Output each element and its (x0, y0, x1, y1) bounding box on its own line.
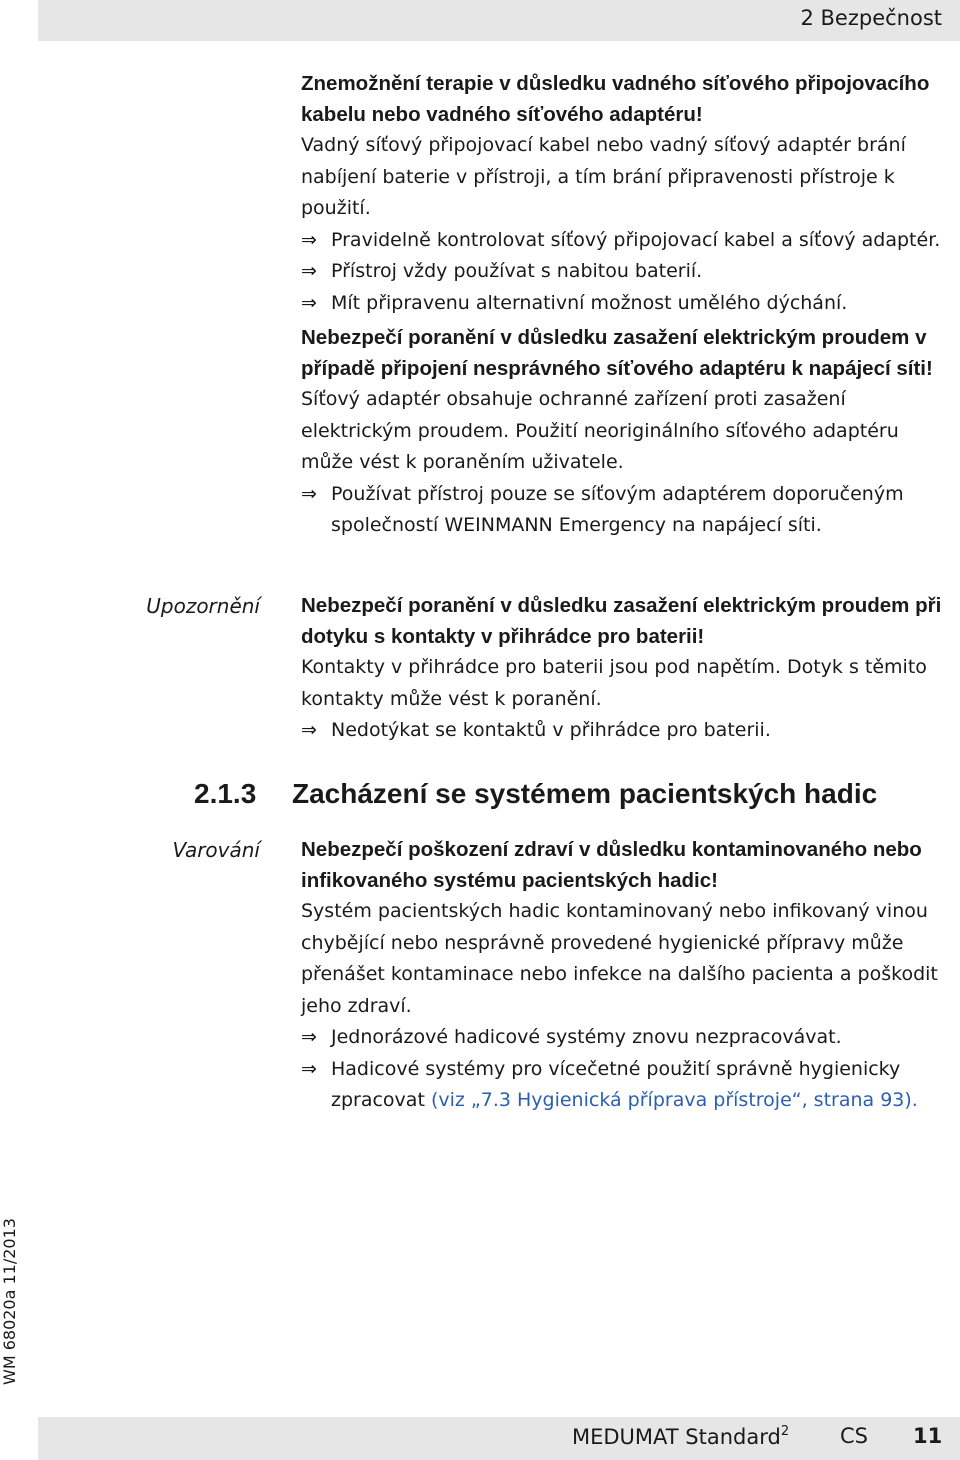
cross-reference-link[interactable]: (viz „7.3 Hygienická příprava přístroje“, strana 93). (430, 1089, 918, 1111)
instruction-step: ⇒ Pravidelně kontrolovat síťový připojovací kabel a síťový adaptér. (301, 225, 956, 257)
instruction-step: ⇒ Mít připravenu alternativní možnost umělého dýchání. (301, 288, 956, 320)
caution-title: Nebezpečí poranění v důsledku zasažení elektrickým proudem při dotyku s kontakty v přihrádce pro baterii! (301, 594, 942, 648)
arrow-right-icon: ⇒ (301, 482, 317, 505)
warning-block-contaminated-hoses (301, 834, 956, 1117)
warning-title: Znemožnění terapie v důsledku vadného síťového připojovacího kabelu nebo vadného síťového adaptéru! (301, 72, 930, 126)
warning-body: Vadný síťový připojovací kabel nebo vadný síťový adaptér brání nabíjení baterie v přístroji, a tím brání připravenosti přístroje k použití. (301, 134, 906, 219)
warning-block-power-cable (301, 68, 956, 319)
header-bar (38, 0, 960, 41)
arrow-right-icon: ⇒ (301, 228, 317, 251)
instruction-step: ⇒ Jednorázové hadicové systémy znovu nezpracovávat. (301, 1022, 956, 1054)
arrow-right-icon: ⇒ (301, 291, 317, 314)
instruction-step: ⇒ Používat přístroj pouze se síťovým adaptérem doporučeným společností WEINMANN Emergency na napájecí síti. (301, 479, 956, 542)
warning-title: Nebezpečí poškození zdraví v důsledku kontaminovaného nebo infikovaného systému pacientských hadic! (301, 838, 922, 892)
product-version: 2 (780, 1424, 790, 1439)
warning-title: Nebezpečí poranění v důsledku zasažení elektrickým proudem v případě připojení nesprávného síťového adaptéru k napájecí síti! (301, 326, 933, 380)
chapter-title: 2 Bezpečnost (800, 6, 942, 30)
caution-label: Upozornění (146, 594, 260, 618)
page-number: 11 (913, 1424, 943, 1448)
warning-body: Síťový adaptér obsahuje ochranné zařízení proti zasažení elektrickým proudem. Použití neoriginálního síťového adaptéru může vést k poraněním uživatele. (301, 388, 899, 473)
arrow-right-icon: ⇒ (301, 719, 317, 741)
footer-bar (38, 1417, 960, 1460)
section-number: 2.1.3 (194, 778, 257, 809)
arrow-right-icon: ⇒ (301, 260, 317, 282)
arrow-right-icon: ⇒ (301, 1057, 317, 1080)
caution-body: Kontakty v přihrádce pro baterii jsou pod napětím. Dotyk s těmito kontakty může vést k poranění. (301, 656, 927, 710)
warning-body: Systém pacientských hadic kontaminovaný nebo infikovaný vinou chybějící nebo nesprávně provedené hygienické přípravy může přenášet kontaminace nebo infekce na dalšího pacienta a poškodit jeho zdraví. (301, 900, 938, 1017)
warning-label: Varování (172, 838, 260, 862)
instruction-step: ⇒ Nedotýkat se kontaktů v přihrádce pro baterii. (301, 715, 956, 747)
footer-language: CS (840, 1424, 868, 1448)
warning-block-wrong-adapter (301, 322, 956, 542)
document-code: WM 68020a 11/2013 (0, 1218, 19, 1385)
instruction-step: ⇒ Přístroj vždy používat s nabitou baterií. (301, 256, 956, 288)
caution-block-battery-contacts (301, 590, 956, 747)
footer-product-name: MEDUMAT Standard$^2$ (572, 1424, 790, 1449)
section-title: Zacházení se systémem pacientských hadic (292, 778, 878, 809)
arrow-right-icon: ⇒ (301, 1026, 317, 1048)
instruction-step: ⇒ Hadicové systémy pro vícečetné použití správně hygienicky zpracovat (viz „7.3 Hygienická příprava přístroje“, strana 93). (301, 1054, 956, 1117)
